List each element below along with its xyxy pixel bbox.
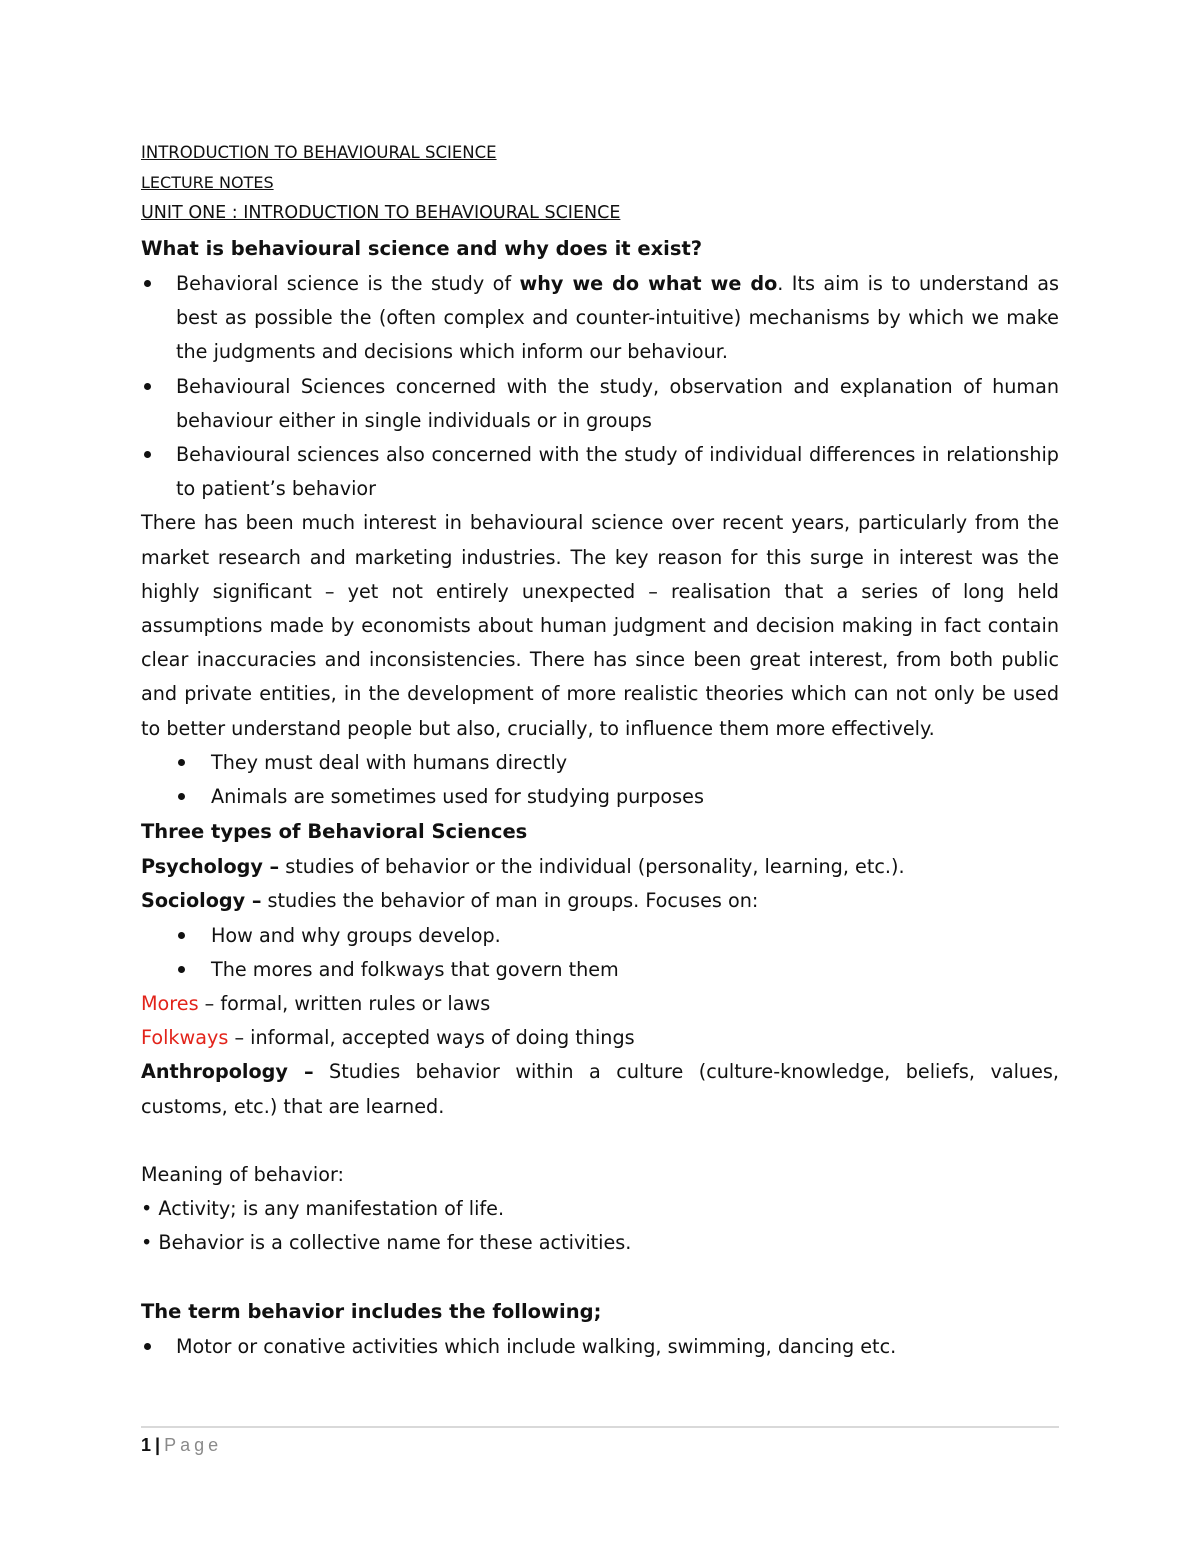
- unit-title: UNIT ONE : INTRODUCTION TO BEHAVIOURAL SCIENCE: [141, 203, 621, 223]
- meaning-item: • Behavior is a collective name for these activities.: [141, 1231, 632, 1255]
- bullet-text-post: . Its aim is to understand as best as possible the (often complex and counter-intuitive) mechanisms by which we make the judgments and decisions which inform our behaviour.: [176, 272, 1060, 364]
- course-title: INTRODUCTION TO BEHAVIOURAL SCIENCE: [141, 143, 497, 162]
- page-label: Page: [164, 1435, 223, 1455]
- term-anthropology: Anthropology –: [141, 1060, 314, 1084]
- list-item: They must deal with humans directly: [141, 746, 1059, 780]
- bullet-text-pre: Behavioral science is the study of: [176, 272, 520, 295]
- interest-paragraph: There has been much interest in behavioural science over recent years, particularly from the market research and marketing industries. The key reason for this surge in interest was the highly significant – yet not entirely unexpected – realisation that a series of long held assumptions made by economists about human judgment and decision making in fact contain clear inaccuracies and inconsistencies. There has since been great interest, from both public and private entities, in the development of more realistic theories which can not only be used to better understand people but also, crucially, to influence them more effectively.: [141, 511, 1059, 740]
- list-item: Behavioural sciences also concerned with the study of individual differences in relationship to patient’s behavior: [141, 438, 1059, 506]
- list-item: How and why groups develop.: [141, 919, 1059, 953]
- definition-text: Studies behavior within a culture (culture-knowledge, beliefs, values, customs, etc.) that are learned.: [141, 1060, 1059, 1118]
- anthropology-definition: [141, 1055, 1059, 1123]
- intro-bullet-list: [141, 267, 1059, 506]
- doc-type-label: LECTURE NOTES: [141, 173, 274, 192]
- section-heading-what-is: What is behavioural science and why does it exist?: [141, 237, 703, 260]
- definition-text: studies of behavior or the individual (personality, learning, etc.).: [279, 855, 905, 879]
- term-mores: Mores: [141, 992, 199, 1016]
- section-heading-three-types: Three types of Behavioral Sciences: [141, 820, 528, 844]
- page-footer: [141, 1432, 222, 1458]
- definition-text: – formal, written rules or laws: [198, 992, 491, 1016]
- document-page: [141, 138, 1059, 1365]
- list-item: [141, 267, 1059, 370]
- meaning-item: • Activity; is any manifestation of life.: [141, 1197, 505, 1221]
- section-heading-term-behavior: The term behavior includes the following;: [141, 1300, 602, 1324]
- term-psychology: Psychology –: [141, 855, 280, 879]
- bullet-text-bold: why we do what we do: [519, 272, 778, 295]
- definition-text: studies the behavior of man in groups. Focuses on:: [261, 889, 759, 913]
- definition-text: – informal, accepted ways of doing things: [228, 1026, 635, 1050]
- meaning-title: Meaning of behavior:: [141, 1162, 344, 1186]
- mores-definition: [141, 987, 1059, 1021]
- sociology-definition: [141, 884, 1059, 918]
- requirements-bullet-list: [141, 746, 1059, 814]
- term-sociology: Sociology –: [141, 889, 262, 913]
- page-number: 1: [141, 1435, 152, 1455]
- behavior-bullet-list: [141, 1330, 1059, 1364]
- sociology-bullet-list: [141, 919, 1059, 987]
- footer-separator: |: [155, 1435, 161, 1455]
- list-item: Motor or conative activities which include walking, swimming, dancing etc.: [141, 1330, 1059, 1364]
- list-item: The mores and folkways that govern them: [141, 953, 1059, 987]
- folkways-definition: [141, 1021, 1059, 1055]
- list-item: Animals are sometimes used for studying purposes: [141, 780, 1059, 814]
- psychology-definition: [141, 850, 1059, 884]
- term-folkways: Folkways: [141, 1026, 229, 1050]
- list-item: Behavioural Sciences concerned with the study, observation and explanation of human behaviour either in single individuals or in groups: [141, 370, 1059, 438]
- spacer: [141, 1124, 1059, 1158]
- footer-divider: [141, 1426, 1059, 1428]
- spacer: [141, 1260, 1059, 1294]
